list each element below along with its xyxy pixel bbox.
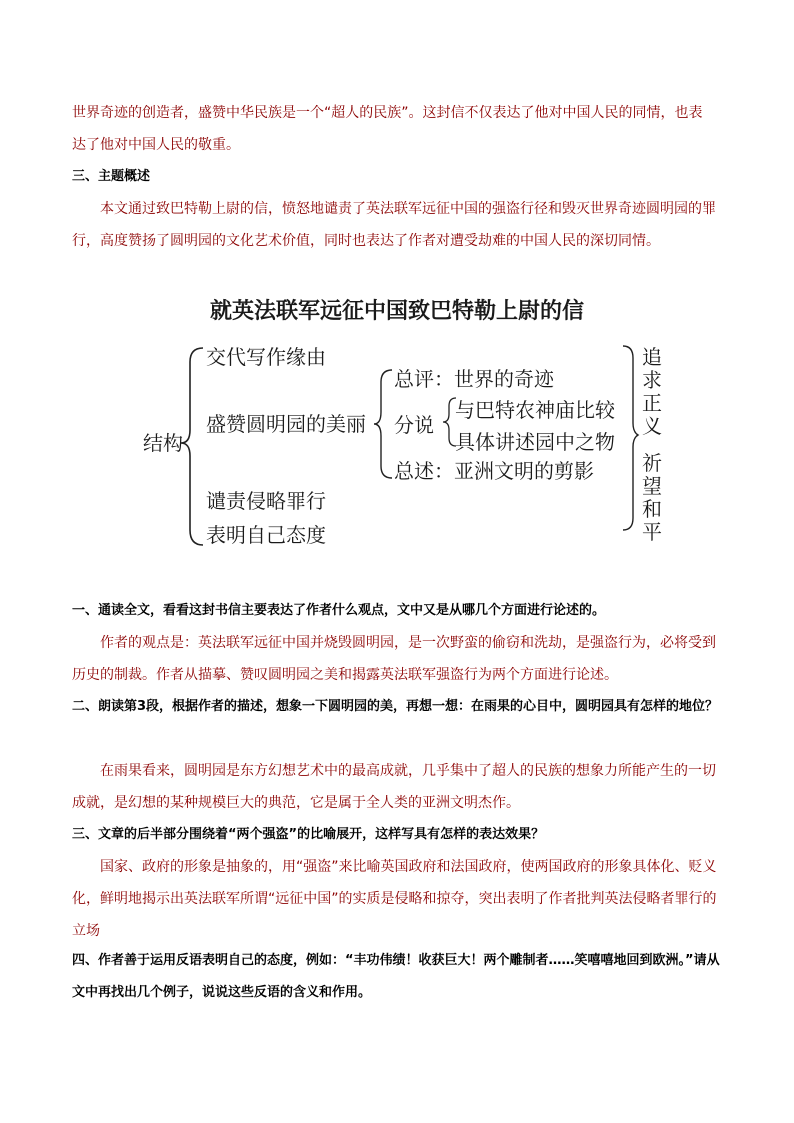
sub-general: 总评：世界的奇迹 — [394, 367, 554, 391]
answer-2: 在雨果看来，圆明园是东方幻想艺术中的最高成就，几乎集中了超人的民族的想象力所能产生的一切成就，是幻想的某种规模巨大的典范，它是属于全人类的亚洲文明杰作。 — [72, 763, 716, 811]
sub-detail-label: 分说 — [394, 413, 434, 437]
item-c: 谴责侵略罪行 — [206, 489, 326, 513]
sub-summary: 总述：亚洲文明的剪影 — [394, 459, 594, 483]
diagram-title: 就英法联军远征中国致巴特勒上尉的信 — [209, 299, 585, 324]
question-3: 三、文章的后半部分围绕着“两个强盗”的比喻展开，这样写具有怎样的表达效果？ — [72, 827, 545, 842]
theme-heading: 三、主题概述 — [72, 169, 151, 184]
item-a: 交代写作缘由 — [206, 345, 326, 369]
left-brace — [181, 348, 203, 545]
answer-1: 作者的观点是：英法联军远征中国并烧毁圆明园，是一次野蛮的偷窃和洗劫，是强盗行为，必将受到历史的制裁。作者从描摹、赞叹圆明园之美和揭露英法联军强盗行为两个方面进行论述。 — [72, 635, 716, 683]
right-bracket-top — [623, 346, 638, 447]
right-bottom-char-1: 祈 — [642, 451, 662, 475]
right-top-char-3: 正 — [642, 391, 662, 415]
right-bottom-char-4: 平 — [642, 520, 662, 544]
right-top-char-4: 义 — [642, 414, 662, 438]
answer-3: 国家、政府的形象是抽象的，用“强盗”来比喻英国政府和法国政府，使两国政府的形象具体化、贬义化，鲜明地揭示出英法联军所谓“远征中国”的实质是侵略和掠夺，突出表明了作者批判英法侵略者罪行的立场 — [72, 859, 717, 939]
intro-line-2: 达了他对中国人民的敬重。 — [72, 137, 240, 153]
question-4: 四、作者善于运用反语表明自己的态度，例如：“丰功伟绩！收获巨大！两个雕制者……笑嘻嘻地回到欧洲。”请从文中再找出几个例子，说说这些反语的含义和作用。 — [72, 953, 720, 1000]
right-bottom-char-3: 和 — [642, 497, 662, 521]
sub-detail-1: 与巴特农神庙比较 — [455, 398, 615, 422]
diagram-root-label: 结构 — [143, 431, 183, 455]
right-top-char-2: 求 — [642, 368, 662, 392]
question-1: 一、通读全文，看看这封书信主要表达了作者什么观点，文中又是从哪几个方面进行论述的。 — [72, 603, 606, 618]
right-top-char-1: 追 — [642, 345, 662, 369]
sub-detail-2: 具体讲述园中之物 — [455, 430, 615, 454]
middle-brace — [374, 370, 392, 478]
right-bottom-char-2: 望 — [642, 474, 662, 498]
question-2: 二、朗读第3段，根据作者的描述，想象一下圆明园的美，再想一想：在雨果的心目中，圆明园具有怎样的地位？ — [72, 699, 719, 714]
item-d: 表明自己态度 — [206, 523, 326, 547]
intro-line-1: 世界奇迹的创造者，盛赞中华民族是一个“超人的民族”。这封信不仅表达了他对中国人民的同情，也表 — [72, 105, 703, 121]
theme-body: 本文通过致巴特勒上尉的信，愤怒地谴责了英法联军远征中国的强盗行径和毁灭世界奇迹圆明园的罪行，高度赞扬了圆明园的文化艺术价值，同时也表达了作者对遭受劫难的中国人民的深切同情。 — [72, 201, 716, 249]
right-bracket-bottom — [623, 447, 633, 530]
item-b: 盛赞圆明园的美丽 — [206, 412, 366, 436]
